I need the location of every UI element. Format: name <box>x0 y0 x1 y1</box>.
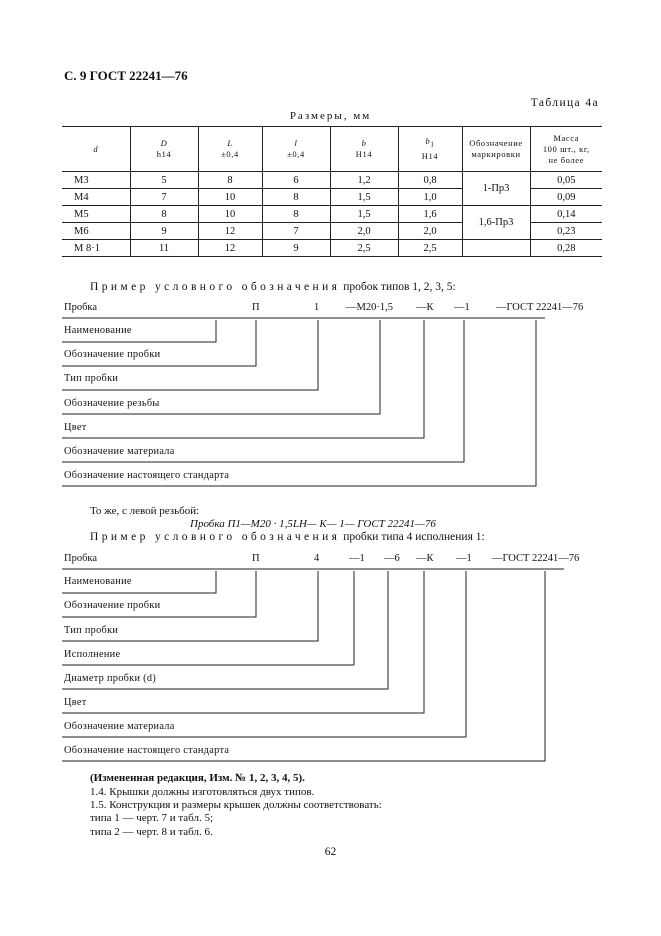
paragraph-1-4: 1.4. Крышки должны изготовляться двух типов. <box>90 786 315 798</box>
example1-legend-item: Тип пробки <box>64 373 119 384</box>
example1-legend-item: Обозначение материала <box>64 446 175 457</box>
marking-group-1: 1-Пр3 <box>462 172 530 206</box>
example2-part-diameter: —6 <box>384 553 400 564</box>
example2-title: Пример условного обозначения пробки типа 4 исполнения 1: <box>90 531 485 543</box>
example1-legend-item: Наименование <box>64 325 132 336</box>
example2-part-material: —1 <box>456 553 472 564</box>
table-subtitle: Размеры, мм <box>289 110 372 122</box>
example2-part-color: —К <box>416 553 434 564</box>
left-thread-code: Пробка П1—М20 · 1,5LH— К— 1— ГОСТ 22241—76 <box>190 518 436 530</box>
example2-legend-item: Обозначение материала <box>64 721 175 732</box>
example1-legend-item: Обозначение настоящего стандарта <box>64 470 230 481</box>
col-header-l: l ±0,4 <box>262 127 330 172</box>
page-header: С. 9 ГОСТ 22241—76 <box>64 68 188 83</box>
marking-group-2: 1,6-Пр3 <box>462 206 530 240</box>
example1-part-standard: —ГОСТ 22241—76 <box>496 302 584 313</box>
example2-part-name: П <box>252 553 260 564</box>
example2-part-standard: —ГОСТ 22241—76 <box>492 553 580 564</box>
table-row: M5 8 10 8 1,5 1,6 1,6-Пр3 0,14 <box>62 206 602 223</box>
example2-legend-item: Тип пробки <box>64 625 119 636</box>
example2-part-version: —1 <box>349 553 365 564</box>
example1-label: Пробка <box>64 302 98 313</box>
example2-legend-item: Обозначение настоящего стандарта <box>64 745 230 756</box>
col-header-b: b H14 <box>330 127 398 172</box>
example1-part-name: П <box>252 302 260 313</box>
example1-part-type: 1 <box>314 302 320 313</box>
type2-reference: типа 2 — черт. 8 и табл. 6. <box>90 826 213 838</box>
example1-legend-item: Обозначение резьбы <box>64 398 160 409</box>
col-header-b1: $b_1$ H14 <box>398 127 462 172</box>
col-header-D: D h14 <box>130 127 198 172</box>
paragraph-1-5: 1.5. Конструкция и размеры крышек должны соответствовать: <box>90 799 382 811</box>
example1-title: Пример условного обозначения пробок типов 1, 2, 3, 5: <box>90 281 456 293</box>
type1-reference: типа 1 — черт. 7 и табл. 5; <box>90 812 214 824</box>
table-row: M 8·1 11 12 9 2,5 2,5 0,28 <box>62 240 602 257</box>
left-thread-intro: То же, с левой резьбой: <box>90 505 200 517</box>
example2-legend-item: Цвет <box>64 697 87 708</box>
example2-legend-item: Наименование <box>64 576 132 587</box>
col-header-marking: Обозначение маркировки <box>462 127 530 172</box>
table-row: M4 7 10 8 1,5 1,0 0,09 <box>62 189 602 206</box>
revision-note: (Измененная редакция, Изм. № 1, 2, 3, 4, 5). <box>90 772 305 784</box>
col-header-mass: Масса 100 шт., кг, не более <box>530 127 602 172</box>
example1-part-color: —К <box>416 302 434 313</box>
example2-label: Пробка <box>64 553 98 564</box>
example2-legend-item: Диаметр пробки (d) <box>64 673 157 684</box>
table-row: M3 5 8 6 1,2 0,8 1-Пр3 0,05 <box>62 172 602 189</box>
example2-legend-item: Обозначение пробки <box>64 600 161 611</box>
example2-legend-item: Исполнение <box>64 649 121 660</box>
example1-legend-item: Обозначение пробки <box>64 349 161 360</box>
table-caption: Таблица 4а <box>530 97 599 109</box>
example1-legend-item: Цвет <box>64 422 87 433</box>
example2-part-type: 4 <box>314 553 320 564</box>
example1-part-material: —1 <box>454 302 470 313</box>
col-header-L: L ±0,4 <box>198 127 262 172</box>
example1-part-thread: —М20·1,5 <box>346 302 393 313</box>
page-number: 62 <box>324 846 337 858</box>
col-header-d: d <box>62 127 130 172</box>
table-row: M6 9 12 7 2,0 2,0 0,23 <box>62 223 602 240</box>
